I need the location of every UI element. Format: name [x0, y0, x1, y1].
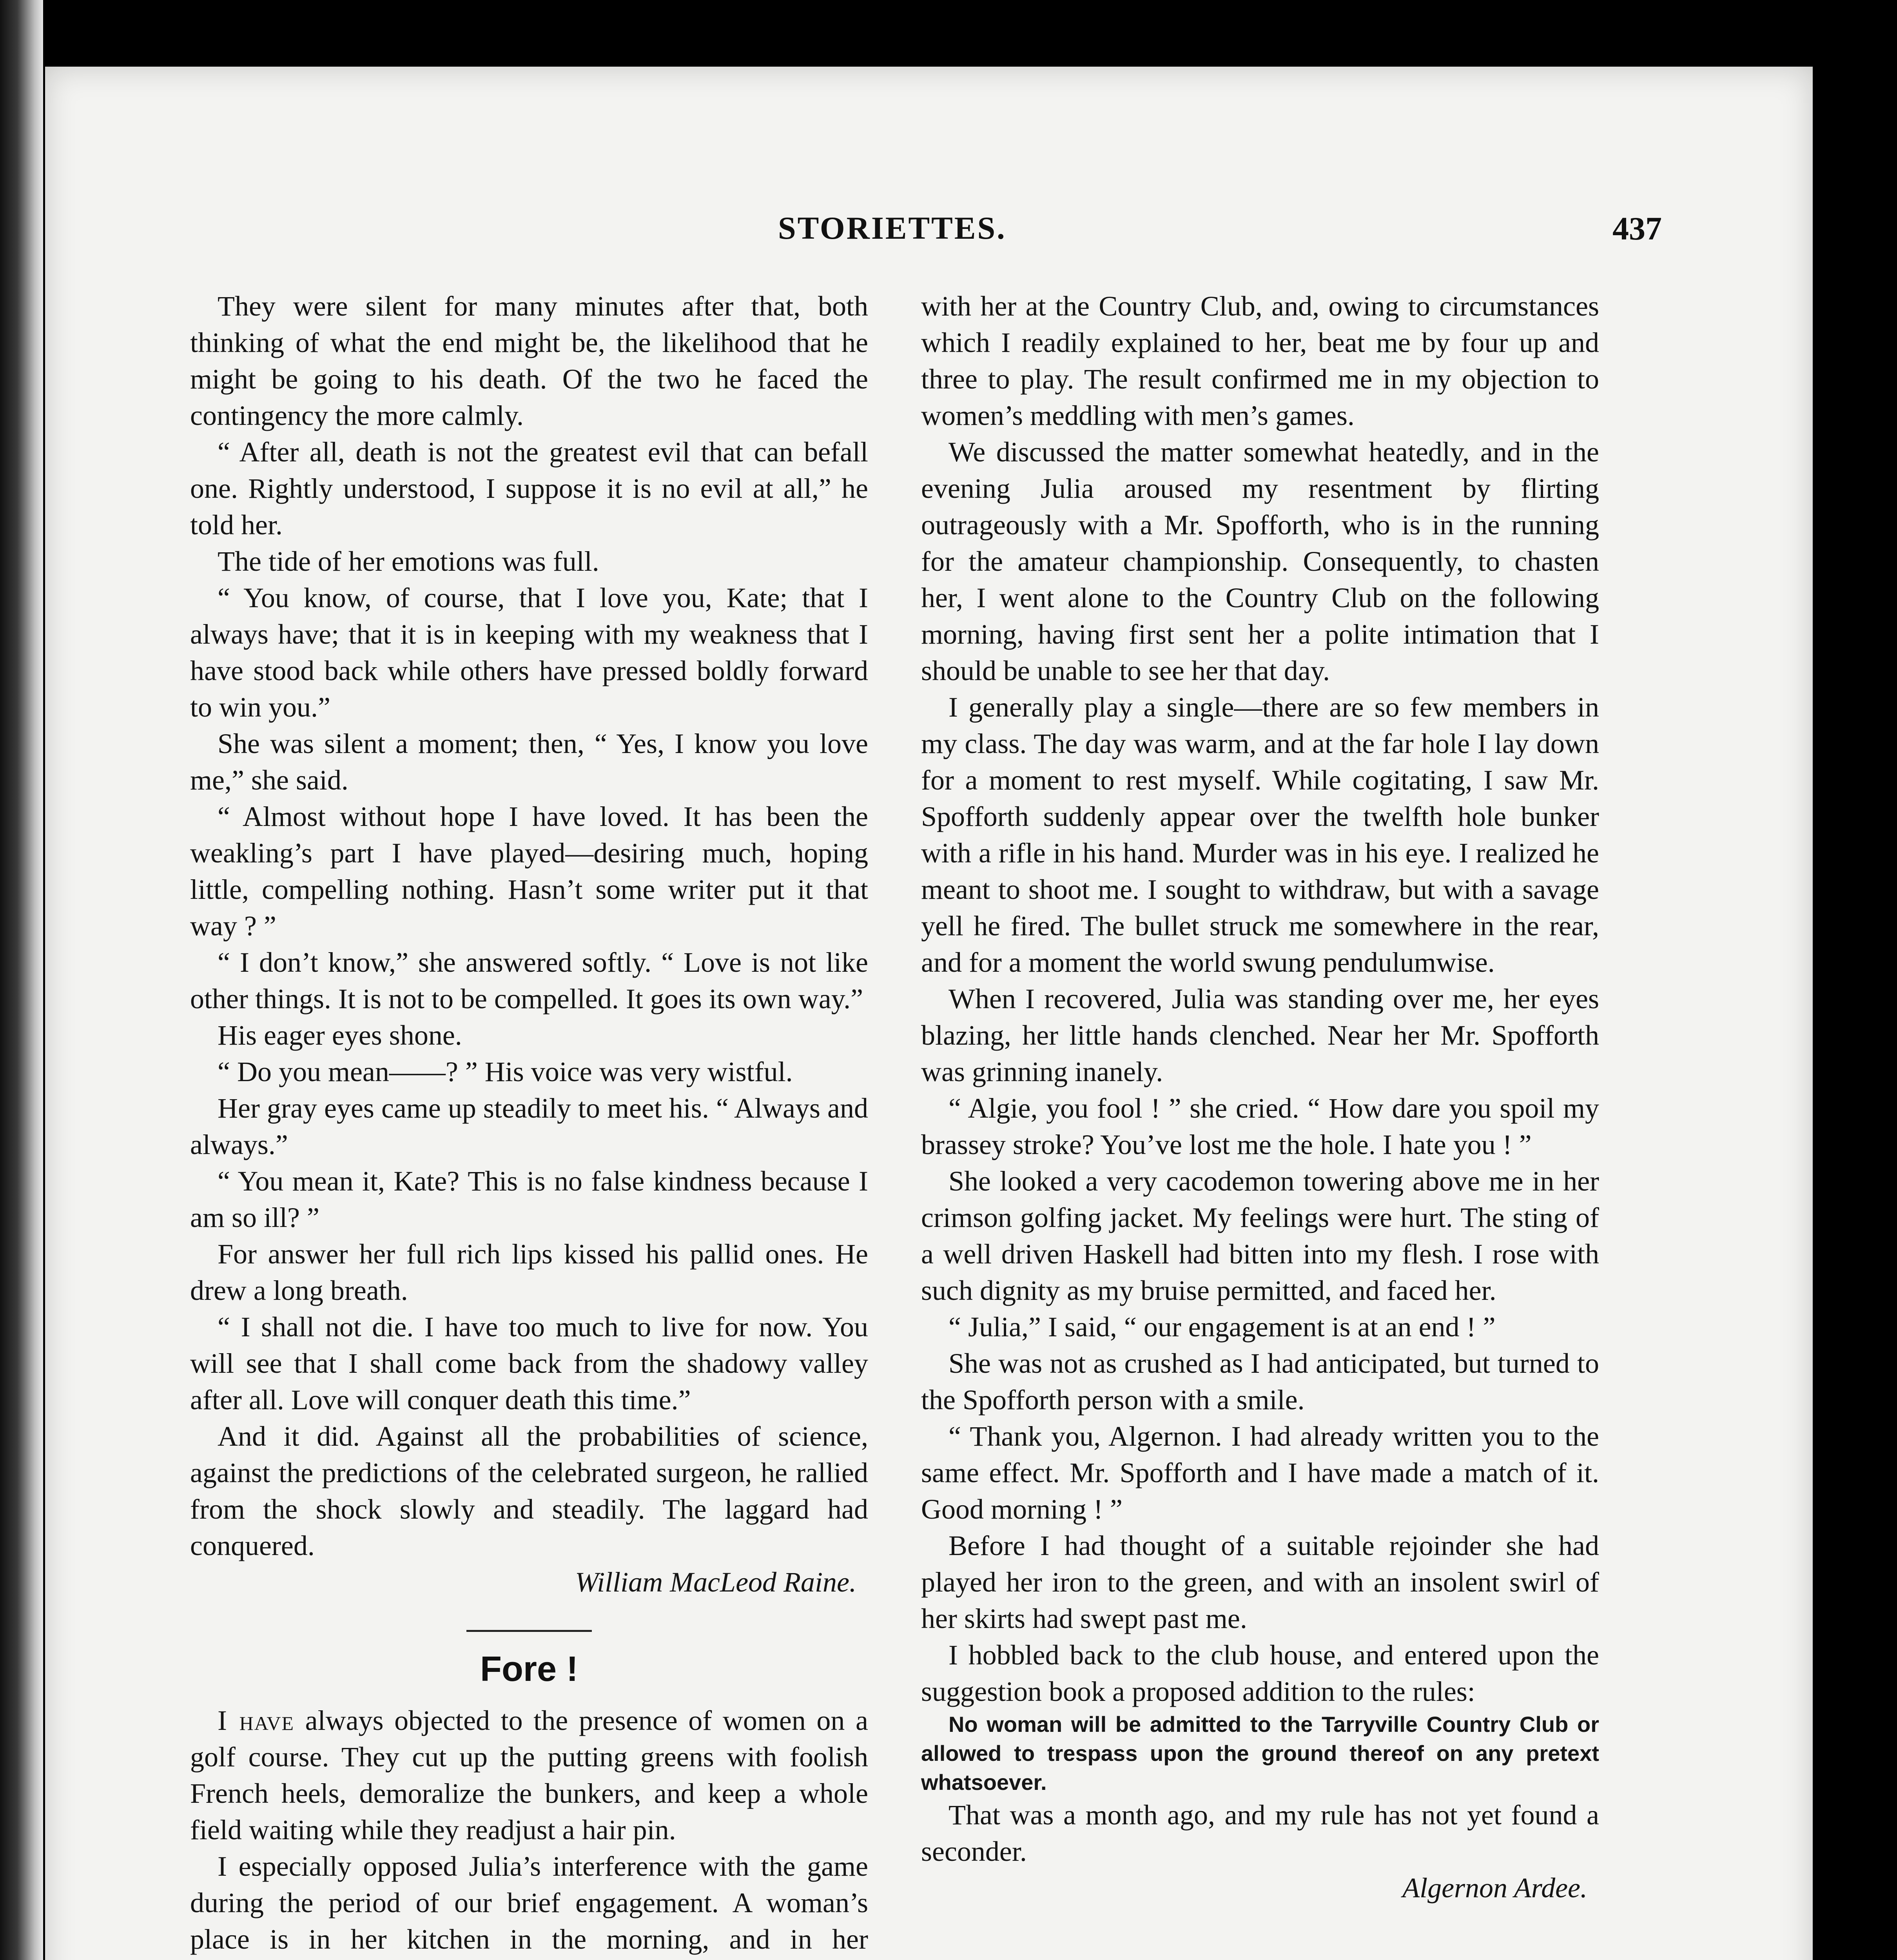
paragraph: His eager eyes shone.	[218, 1020, 462, 1051]
page-number: 437	[1612, 211, 1662, 247]
paragraph: “ I shall not die. I have too much to live for now. You will see that I shall come back from the shadowy valley after all. Love will conquer death this time.”	[190, 1311, 868, 1416]
scan-left-edge	[0, 0, 43, 1960]
running-title: STORIETTES.	[778, 210, 1007, 246]
left-column	[190, 288, 868, 1960]
paragraph: “ Julia,” I said, “ our engagement is at an end ! ”	[948, 1311, 1496, 1343]
continued-paragraph: with her at the Country Club, and, owing to circumstances which I readily explained to her, beat me by four up and three to play. The result confirmed me in my objection to women’s meddling with men’s games.	[921, 290, 1599, 431]
author-signature: Algernon Ardee.	[1402, 1872, 1587, 1904]
paragraph: I hobbled back to the club house, and entered upon the suggestion book a proposed addition to the rules:	[921, 1639, 1599, 1707]
paragraph: She looked a very cacodemon towering above me in her crimson golfing jacket. My feelings were hurt. The sting of a well driven Haskell had bitten into my flesh. I rose with such dignity as my bruise permitted, and faced her.	[921, 1165, 1599, 1306]
paragraph: “ You know, of course, that I love you, Kate; that I always have; that it is in keeping with my weakness that I have stood back while others have pressed boldly forward to win you.”	[190, 582, 868, 723]
paragraph: For answer her full rich lips kissed his pallid ones. He drew a long breath.	[190, 1238, 868, 1306]
opening-text: always objected to the presence of women on a golf course. They cut up the putting greens with foolish French heels, demoralize the bunkers, and keep a whole field waiting while they readjust a hair pin.	[190, 1705, 868, 1846]
paragraph: “ After all, death is not the greatest evil that can befall one. Rightly understood, I suppose it is no evil at all,” he told her.	[190, 436, 868, 541]
section-divider	[466, 1630, 592, 1632]
opening-paragraph	[190, 1702, 868, 1848]
author-signature: William MacLeod Raine.	[575, 1566, 856, 1598]
paragraph: “ Almost without hope I have loved. It has been the weakling’s part I have played—desiring much, hoping little, compelling nothing. Hasn’t some writer put it that way ? ”	[190, 801, 868, 942]
paragraph: Before I had thought of a suitable rejoinder she had played her iron to the green, and with an insolent swirl of her skirts had swept past me.	[921, 1530, 1599, 1634]
paragraph: We discussed the matter somewhat heatedly, and in the evening Julia aroused my resentment by flirting outrageously with a Mr. Spofforth, who is in the running for the amateur championship. Consequently, to chasten her, I went alone to the Country Club on the following morning, having first sent her a polite intimation that I should be unable to see her that day.	[921, 436, 1599, 686]
proposed-rule: No woman will be admitted to the Tarryville Country Club or allowed to trespass upon the ground thereof on any pretext whatsoever.	[921, 1712, 1599, 1795]
paragraph: “ You mean it, Kate? This is no false kindness because I am so ill? ”	[190, 1165, 868, 1233]
paragraph: Her gray eyes came up steadily to meet his. “ Always and always.”	[190, 1093, 868, 1160]
paragraph: “ Do you mean——? ” His voice was very wistful.	[218, 1056, 793, 1087]
magazine-page	[45, 67, 1813, 1960]
story-title: Fore !	[480, 1650, 578, 1689]
paragraph: She was not as crushed as I had anticipated, but turned to the Spofforth person with a smile.	[921, 1348, 1599, 1416]
paragraph: She was silent a moment; then, “ Yes, I know you love me,” she said.	[190, 728, 868, 796]
paragraph: I generally play a single—there are so few members in my class. The day was warm, and at the far hole I lay down for a moment to rest myself. While cogitating, I saw Mr. Spofforth suddenly appear over the twelfth hole bunker with a rifle in his hand. Murder was in his eye. I realized he meant to shoot me. I sought to withdraw, but with a savage yell he fired. The bullet struck me somewhere in the rear, and for a moment the world swung pendulumwise.	[921, 691, 1599, 978]
right-column	[921, 288, 1599, 1906]
paragraph: When I recovered, Julia was standing over me, her eyes blazing, her little hands clenched. Near her Mr. Spofforth was grinning inanely.	[921, 983, 1599, 1087]
paragraph: “ Thank you, Algernon. I had already written you to the same effect. Mr. Spofforth and I have made a match of it. Good morning ! ”	[921, 1421, 1599, 1525]
paragraph: “ I don’t know,” she answered softly. “ Love is not like other things. It is not to be compelled. It goes its own way.”	[190, 947, 868, 1014]
paragraph: That was a month ago, and my rule has not yet found a seconder.	[921, 1799, 1599, 1867]
opening-small-caps: I have	[218, 1705, 295, 1736]
paragraph: They were silent for many minutes after that, both thinking of what the end might be, the likelihood that he might be going to his death. Of the two he faced the contingency the more calmly.	[190, 290, 868, 431]
paragraph: And it did. Against all the probabilities of science, against the predictions of the celebrated surgeon, he rallied from the shock slowly and steadily. The laggard had conquered.	[190, 1421, 868, 1561]
paragraph: “ Algie, you fool ! ” she cried. “ How dare you spoil my brassey stroke? You’ve lost me the hole. I hate you ! ”	[921, 1093, 1599, 1160]
paragraph: I especially opposed Julia’s interference with the game during the period of our brief engagement. A woman’s place is in her kitchen in the morning, and in her	[190, 1851, 868, 1955]
running-head	[45, 210, 1813, 261]
paragraph: The tide of her emotions was full.	[218, 546, 599, 577]
